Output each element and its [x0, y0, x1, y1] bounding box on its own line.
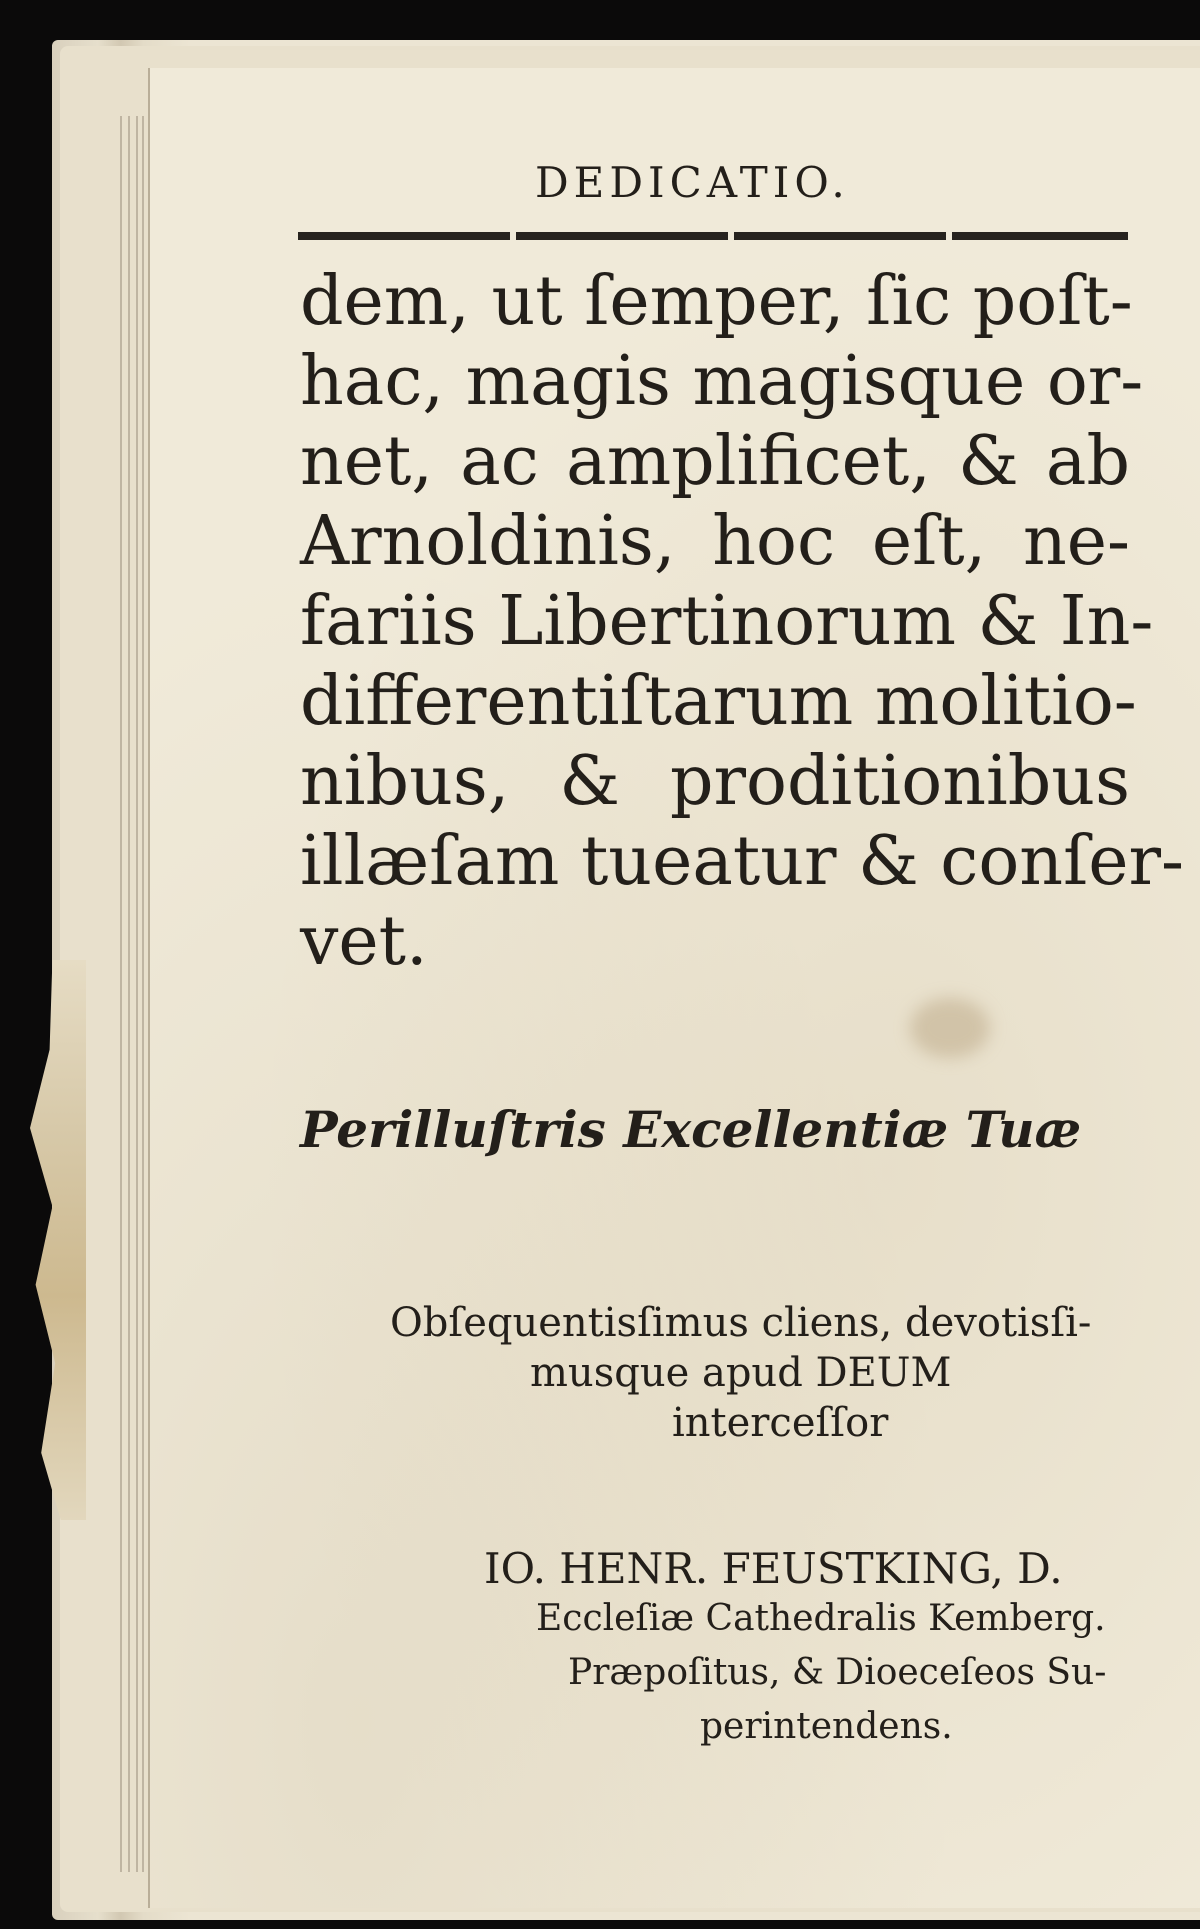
body-line: fariis Libertinorum & In-: [300, 582, 1154, 661]
page-edge-line: [136, 116, 138, 1872]
body-line: illæſam tueatur & conſer-: [300, 822, 1184, 901]
body-line: dem, ut ſemper, ſic poſt-: [300, 262, 1133, 341]
page-header: DEDICATIO.: [535, 158, 850, 207]
header-rule: [298, 232, 1128, 240]
body-line: Arnoldinis, hoc eſt, ne-: [300, 502, 1130, 581]
body-line: hac, magis magisque or-: [300, 342, 1144, 421]
page-edge-line: [120, 116, 122, 1872]
signature-line: musque apud DEUM: [530, 1350, 952, 1396]
body-line: net, ac amplificet, & ab: [300, 422, 1130, 501]
body-line: nibus, & proditionibus: [300, 742, 1130, 821]
page-edge-line: [142, 116, 144, 1872]
author-title: Eccleſiæ Cathedralis Kemberg.: [536, 1598, 1106, 1639]
body-line: differentiſtarum molitio-: [300, 662, 1137, 741]
signature-line: interceſſor: [672, 1400, 889, 1446]
page-edge-line: [128, 116, 130, 1872]
torn-spine-edge: [30, 960, 86, 1520]
author-title: perintendens.: [700, 1706, 953, 1747]
author-title: Præpoſitus, & Dioeceſeos Su-: [568, 1652, 1107, 1693]
closing-salutation: Perilluſtris Excellentiæ Tuæ: [300, 1100, 1082, 1159]
body-line: vet.: [300, 902, 428, 981]
signature-line: Obſequentisſimus cliens, devotisſi-: [390, 1300, 1092, 1346]
paper-stain: [910, 998, 990, 1058]
author-name: IO. HENR. FEUSTKING, D.: [484, 1544, 1063, 1593]
